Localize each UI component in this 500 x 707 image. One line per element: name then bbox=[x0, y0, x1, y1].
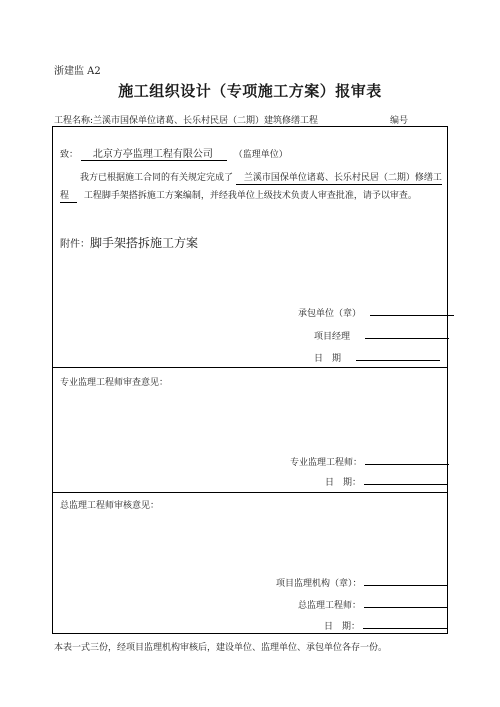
date-label-1: 日 期 bbox=[314, 354, 342, 364]
chief-review-heading: 总监理工程师审核意见： bbox=[60, 501, 160, 511]
manager-signature-line[interactable] bbox=[365, 329, 449, 339]
chief-signature-row bbox=[298, 598, 448, 611]
engineer-signature-line[interactable] bbox=[365, 455, 449, 465]
body-project-line2: 程 bbox=[60, 191, 77, 203]
date-label-3: 日 期： bbox=[324, 622, 361, 632]
chief-signature-line[interactable] bbox=[364, 598, 448, 608]
project-name-row bbox=[54, 113, 318, 126]
project-label: 工程名称: bbox=[54, 116, 94, 126]
number-label: 编号 bbox=[390, 116, 409, 126]
contractor-signature-row bbox=[298, 306, 454, 319]
contractor-signature-line[interactable] bbox=[370, 306, 454, 316]
body-line-2 bbox=[60, 188, 417, 203]
project-name: 兰溪市国保单位诸葛、长乐村民居（二期）建筑修缮工程 bbox=[93, 116, 319, 126]
org-signature-row bbox=[276, 576, 448, 589]
engineer-signature-row bbox=[290, 455, 449, 468]
to-label: 致： bbox=[60, 150, 79, 160]
footer-note: 本表一式三份，经项目监理机构审核后，建设单位、监理单位、承包单位各存一份。 bbox=[54, 643, 388, 653]
date-line-3[interactable] bbox=[363, 619, 447, 629]
date-label-2: 日 期： bbox=[325, 478, 362, 488]
form-code: 浙建监 A2 bbox=[54, 66, 101, 77]
attachment-label: 附件： bbox=[60, 239, 90, 250]
form-title: 施工组织设计（专项施工方案）报审表 bbox=[118, 82, 382, 100]
date-line-1[interactable] bbox=[356, 351, 440, 361]
date-line-2[interactable] bbox=[364, 475, 448, 485]
org-signature-line[interactable] bbox=[364, 576, 448, 586]
manager-label: 项目经理 bbox=[314, 332, 351, 342]
body-project-line1: 兰溪市国保单位诸葛、长乐村民居（二期）修缮工 bbox=[236, 173, 442, 185]
engineer-review-heading: 专业监理工程师审查意见： bbox=[60, 378, 169, 388]
chief-label: 总监理工程师： bbox=[298, 601, 362, 611]
supervisor-company: 北京方亭监理工程有限公司 bbox=[81, 149, 227, 161]
org-label: 项目监理机构（章）： bbox=[276, 579, 362, 589]
section-divider-2 bbox=[52, 492, 448, 493]
contractor-label: 承包单位（章） bbox=[298, 309, 362, 319]
supervisor-role: （监理单位） bbox=[233, 150, 288, 160]
attachment-name: 脚手架搭拆施工方案 bbox=[90, 236, 199, 250]
date-row-3 bbox=[324, 619, 447, 632]
addressee-row bbox=[60, 147, 288, 161]
body-suffix: 工程脚手架搭拆施工方案编制，并经我单位上级技术负责人审查批准，请予以审查。 bbox=[83, 191, 417, 201]
body-line-1 bbox=[80, 170, 442, 185]
engineer-label: 专业监理工程师： bbox=[290, 458, 363, 468]
manager-signature-row bbox=[314, 329, 449, 342]
date-row-1 bbox=[314, 351, 440, 364]
date-row-2 bbox=[325, 475, 448, 488]
section-divider-1 bbox=[52, 367, 448, 368]
body-prefix: 我方已根据施工合同的有关规定完成了 bbox=[80, 173, 234, 183]
attachment-row bbox=[60, 234, 198, 251]
